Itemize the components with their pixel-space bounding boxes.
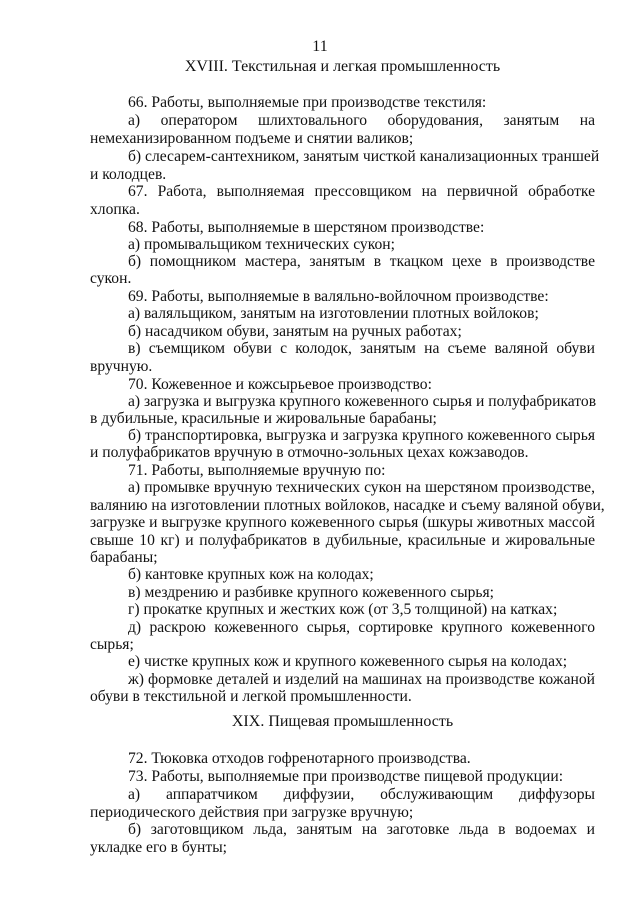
- clause-73: 73. Работы, выполняемые при производстве пищевой продукции:: [128, 768, 564, 785]
- clause-67: 67. Работа, выполняемая прессовщиком на первичной обработке: [128, 183, 595, 200]
- text-line: б) слесарем-сантехником, занятым чисткой канализационных траншей: [128, 148, 600, 165]
- text-line: вручную.: [90, 358, 153, 375]
- text-line: и колодцев.: [90, 166, 167, 183]
- text-line: хлопка.: [90, 201, 140, 218]
- text-line: е) чистке крупных кож и крупного кожевенного сырья на колодах;: [128, 653, 568, 670]
- text-line: г) прокатке крупных и жестких кож (от 3,5 толщиной) на катках;: [128, 601, 558, 618]
- page-number: 11: [312, 38, 328, 55]
- text-line: в) съемщиком обуви с колодок, занятым на съеме валяной обуви: [128, 340, 595, 357]
- text-line: и полуфабрикатов вручную в отмочно-зольных цехах кожзаводов.: [90, 444, 529, 461]
- text-line: свыше 10 кг) и полуфабрикатов в дубильные, красильные и жировальные: [90, 532, 595, 549]
- text-line: сырья;: [90, 636, 134, 653]
- text-line: б) заготовщиком льда, занятым на заготовке льда в водоемах и: [128, 821, 595, 838]
- text-line: немеханизированном подъеме и снятии валиков;: [90, 130, 414, 147]
- text-line: а) промывке вручную технических сукон на шерстяном производстве,: [128, 479, 595, 496]
- text-line: б) помощником мастера, занятым в ткацком цехе в производстве: [128, 253, 595, 270]
- text-line: барабаны;: [90, 549, 158, 566]
- text-line: а) промывальщиком технических сукон;: [128, 236, 395, 253]
- text-line: б) кантовке крупных кож на колодах;: [128, 566, 374, 583]
- text-line: в дубильные, красильные и жировальные барабаны;: [90, 410, 437, 427]
- text-line: загрузке и выгрузке крупного кожевенного сырья (шкуры животных массой: [90, 514, 595, 531]
- text-line: д) раскрою кожевенного сырья, сортировке крупного кожевенного: [128, 619, 595, 636]
- text-line: сукон.: [90, 270, 132, 287]
- text-line: периодического действия при загрузке вручную;: [90, 804, 414, 821]
- text-line: а) оператором шлихтовального оборудования, занятым на: [128, 112, 595, 129]
- text-line: обуви в текстильной и легкой промышленности.: [90, 688, 412, 705]
- clause-69: 69. Работы, выполняемые в валяльно-войлочном производстве:: [128, 288, 549, 305]
- text-line: б) насадчиком обуви, занятым на ручных работах;: [128, 323, 462, 340]
- text-line: ж) формовке деталей и изделий на машинах на производстве кожаной: [128, 671, 595, 688]
- text-line: а) аппаратчиком диффузии, обслуживающим диффузоры: [128, 786, 595, 803]
- clause-71: 71. Работы, выполняемые вручную по:: [128, 462, 386, 479]
- text-line: в) мездрению и разбивке крупного кожевенного сырья;: [128, 584, 495, 601]
- section-18-title: XVIII. Текстильная и легкая промышленность: [184, 58, 501, 75]
- clause-70: 70. Кожевенное и кожсырьевое производство:: [128, 376, 432, 393]
- clause-66: 66. Работы, выполняемые при производстве текстиля:: [128, 94, 487, 111]
- clause-72: 72. Тюковка отходов гофренотарного производства.: [128, 750, 471, 767]
- clause-68: 68. Работы, выполняемые в шерстяном производстве:: [128, 219, 485, 236]
- text-line: валянию на изготовлении плотных войлоков, насадке и съему валяной обуви,: [90, 497, 605, 514]
- section-19-title: XIX. Пищевая промышленность: [231, 713, 454, 730]
- text-line: укладке его в бунты;: [90, 839, 228, 856]
- text-line: б) транспортировка, выгрузка и загрузка крупного кожевенного сырья: [128, 427, 595, 444]
- text-line: а) загрузка и выгрузка крупного кожевенного сырья и полуфабрикатов: [128, 393, 597, 410]
- text-line: а) валяльщиком, занятым на изготовлении плотных войлоков;: [128, 305, 539, 322]
